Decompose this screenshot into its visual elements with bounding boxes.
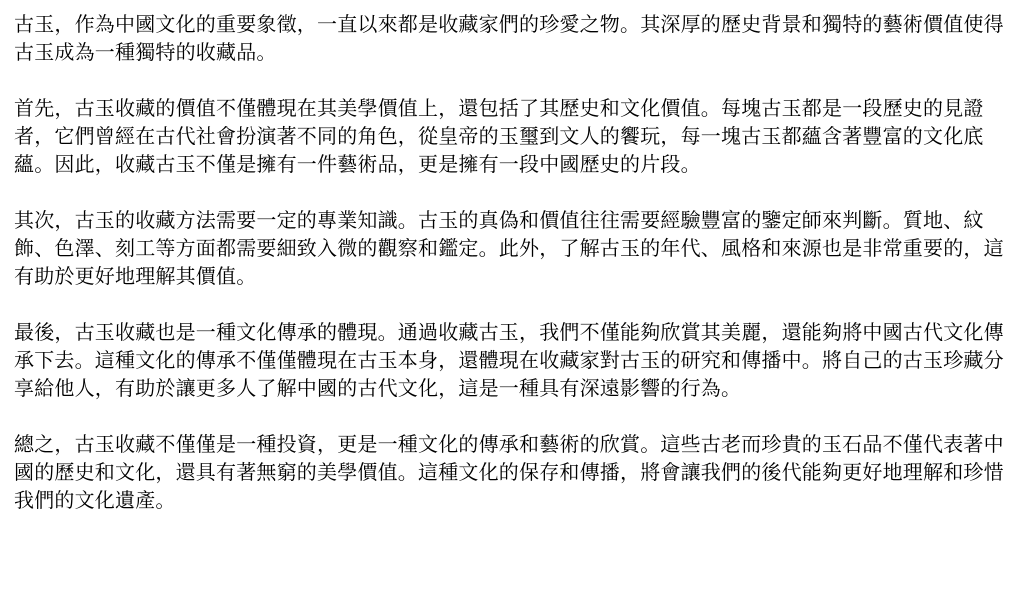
paragraph-first: 首先，古玉收藏的價值不僅體現在其美學價值上，還包括了其歷史和文化價值。每塊古玉都是一段歷史的見證者，它們曾經在古代社會扮演著不同的角色，從皇帝的玉璽到文人的饗玩，每一塊古玉都蘊含著豐富的文化底蘊。因此，收藏古玉不僅是擁有一件藝術品，更是擁有一段中國歷史的片段。 bbox=[14, 96, 984, 176]
paragraph-intro: 古玉，作為中國文化的重要象徵，一直以來都是收藏家們的珍愛之物。其深厚的歷史背景和獨特的藝術價值使得古玉成為一種獨特的收藏品。 bbox=[14, 12, 1004, 64]
paragraph-conclusion: 總之，古玉收藏不僅僅是一種投資，更是一種文化的傳承和藝術的欣賞。這些古老而珍貴的玉石品不僅代表著中國的歷史和文化，還具有著無窮的美學價值。這種文化的保存和傳播，將會讓我們的後代能夠更好地理解和珍惜我們的文化遺產。 bbox=[14, 432, 1004, 512]
paragraph-second: 其次，古玉的收藏方法需要一定的專業知識。古玉的真偽和價值往往需要經驗豐富的鑒定師來判斷。質地、紋飾、色澤、刻工等方面都需要細致入微的觀察和鑑定。此外，了解古玉的年代、風格和來源也是非常重要的，這有助於更好地理解其價值。 bbox=[14, 208, 1004, 288]
paragraph-finally: 最後，古玉收藏也是一種文化傳承的體現。通過收藏古玉，我們不僅能夠欣賞其美麗，還能夠將中國古代文化傳承下去。這種文化的傳承不僅僅體現在古玉本身，還體現在收藏家對古玉的研究和傳播中。將自己的古玉珍藏分享給他人，有助於讓更多人了解中國的古代文化，這是一種具有深遠影響的行為。 bbox=[14, 320, 1004, 400]
